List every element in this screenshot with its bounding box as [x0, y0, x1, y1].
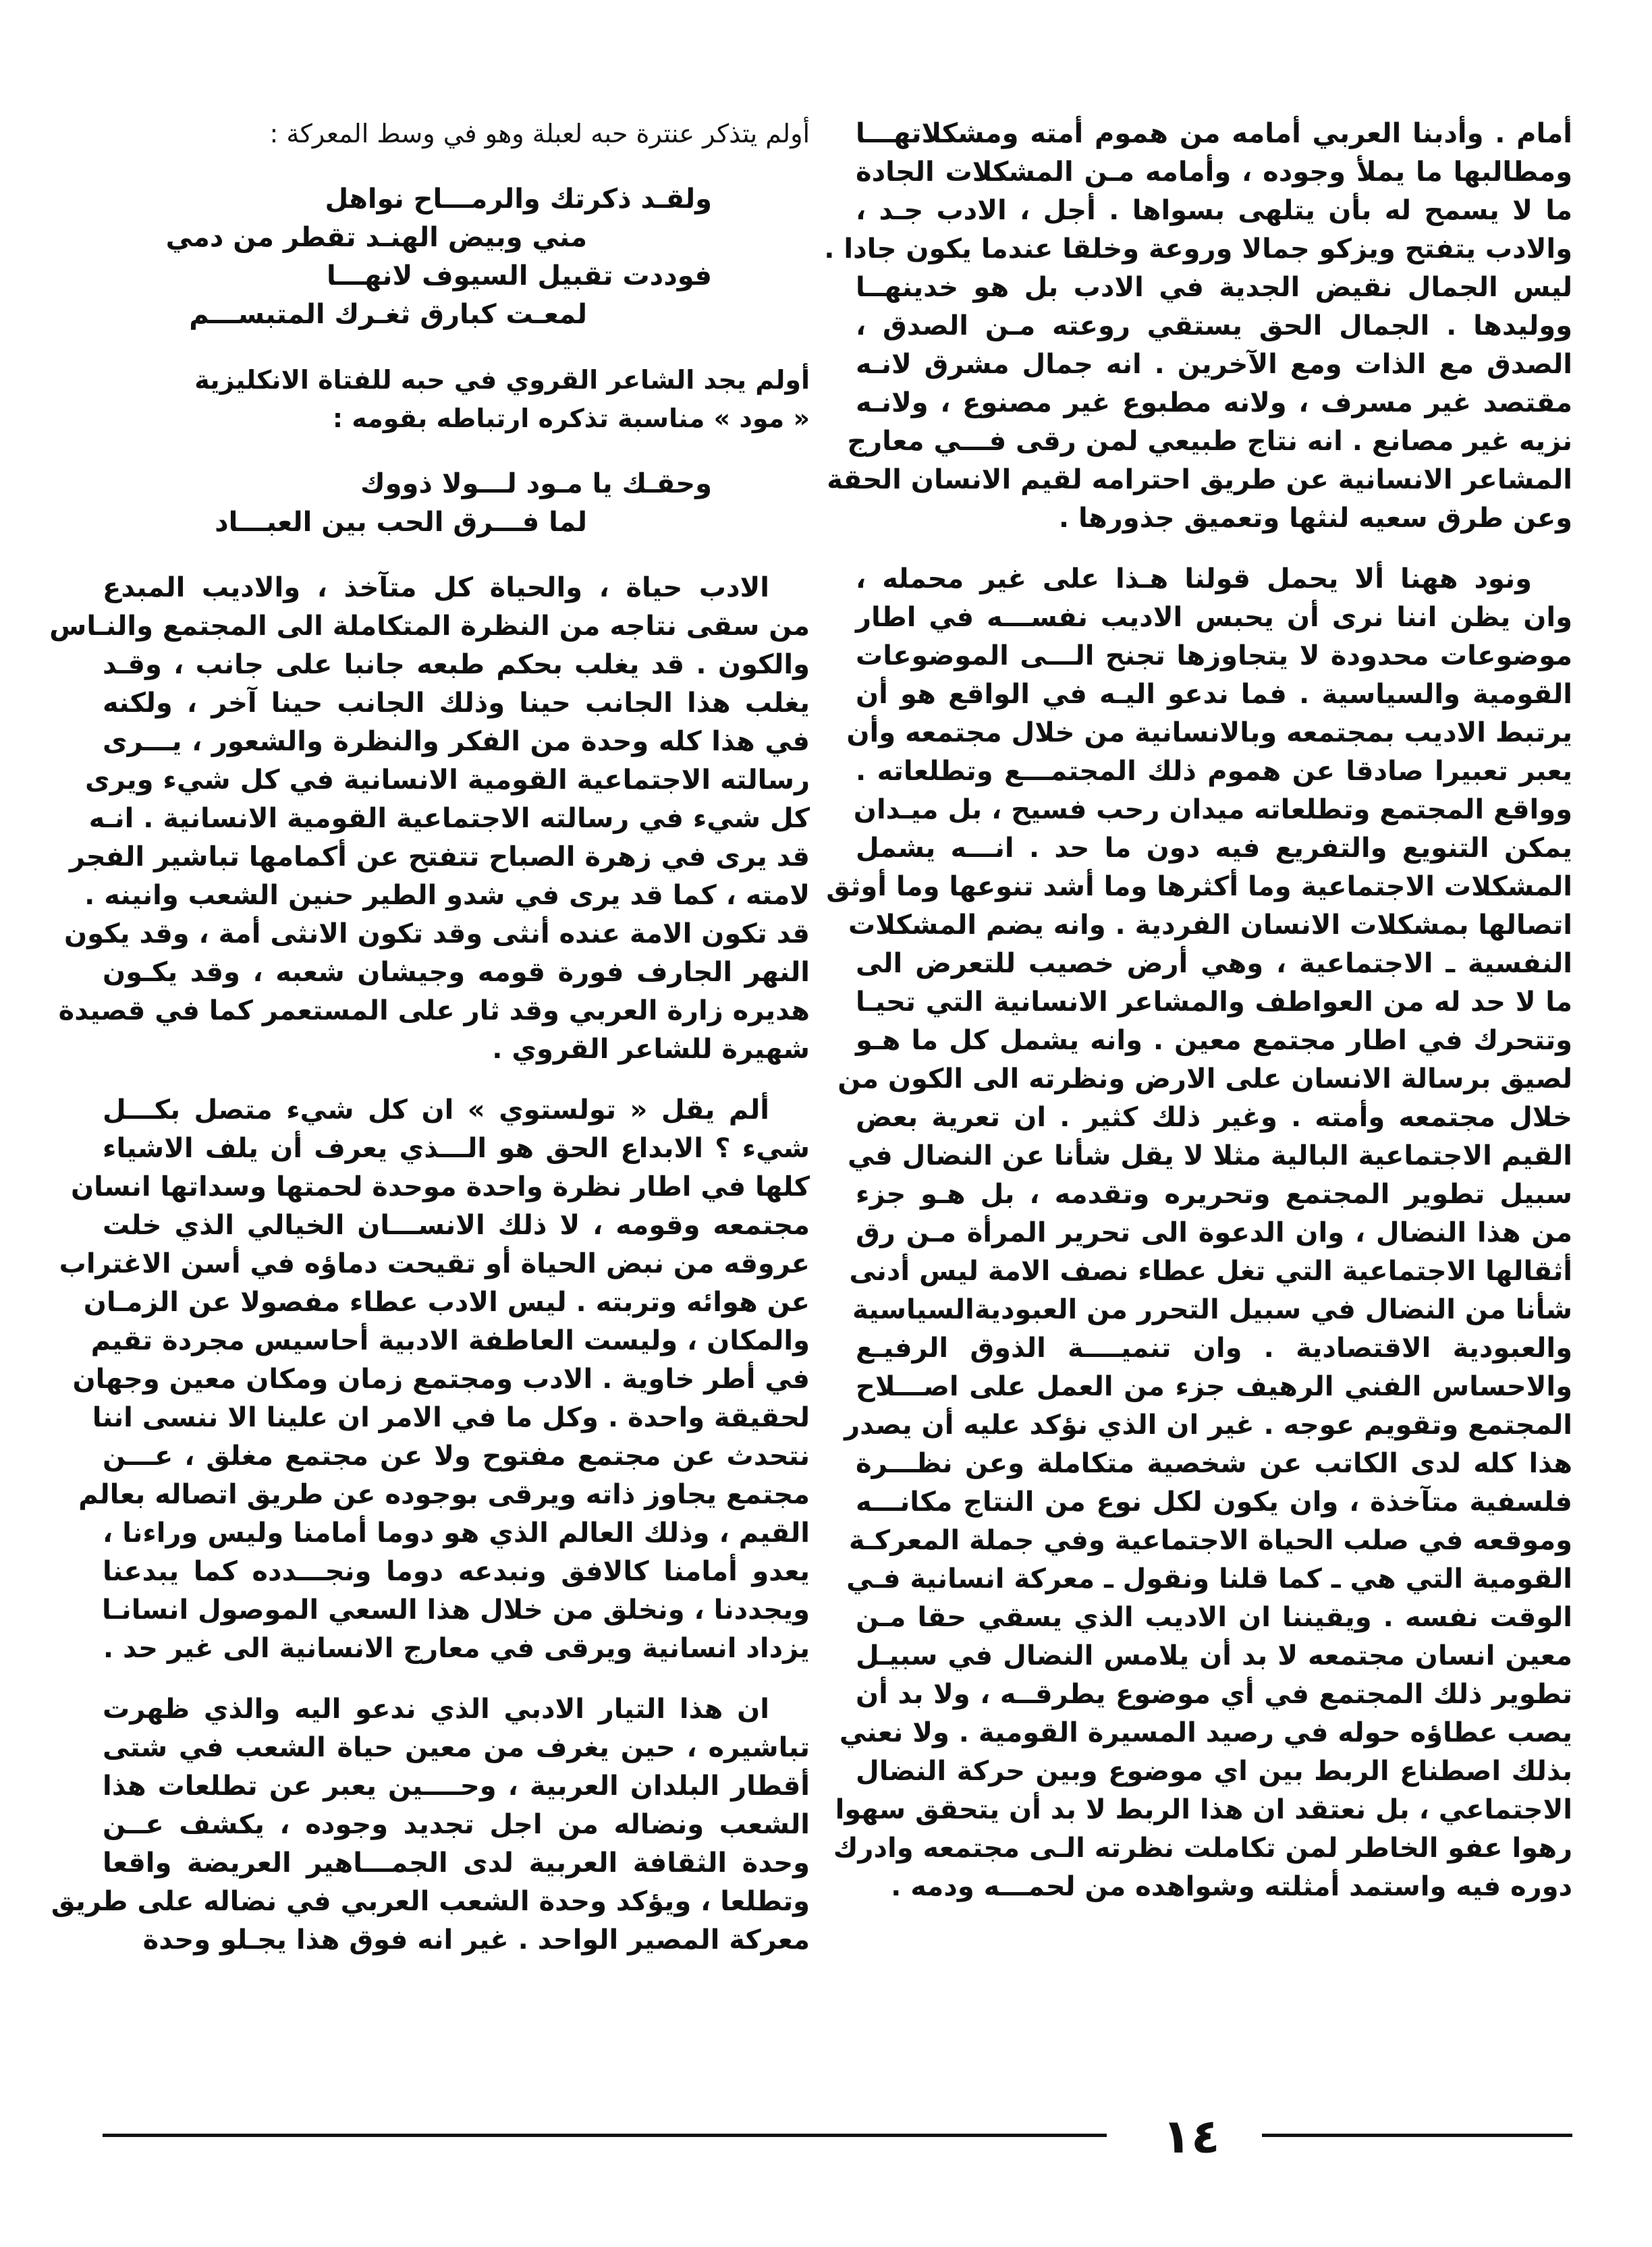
text-line: وواقع المجتمع وتطلعاته ميدان رحب فسيح ، بل ميـدان — [853, 794, 1572, 825]
text-line: في أطر خاوية . الادب ومجتمع زمان ومكان معين وجهان — [72, 1364, 810, 1395]
text-line: يزداد انسانية ويرقى في معارج الانسانية الى غير حد . — [103, 1633, 810, 1664]
text-line: القيم ، وذلك العالم الذي هو دوما أمامنا وليس وراءنا ، — [103, 1518, 810, 1549]
text-line: والكون . قد يغلب بحكم طبعه جانبا على جانب ، وقـد — [103, 649, 810, 680]
text-line: في هذا كله وحدة من الفكر والنظرة والشعور ، يـــرى — [103, 726, 810, 757]
text-line: رسالته الاجتماعية القومية الانسانية في كل شيء ويرى — [85, 765, 810, 796]
poem-intro — [103, 361, 810, 438]
text-line: يعدو أمامنا كالافق ونبدعه دوما ونجـــدده كما يبدعنا — [103, 1556, 810, 1587]
text-line: والمكان ، وليست العاطفة الادبية أحاسيس مجردة تقيم — [90, 1325, 810, 1356]
text-line: لحقيقة واحدة . وكل ما في الامر ان علينا الا ننسى اننا — [92, 1402, 810, 1433]
text-line: وحدة الثقافة العربية لدى الجمـــاهير العريضة واقعا — [103, 1848, 810, 1879]
text-line: الصدق مع الذات ومع الآخرين . انه جمال مشرق لانـه — [856, 349, 1572, 380]
text-line: يمكن التنويع والتفريع فيه دون ما حد . انـــه يشمل — [856, 833, 1572, 864]
text-line: والعبودية الاقتصادية . وان تنميــــة الذوق الرفيـع — [856, 1333, 1572, 1364]
text-line: ونود ههنا ألا يحمل قولنا هـذا على غير محمله ، — [856, 563, 1532, 594]
text-line: من هذا النضال ، وان الدعوة الى تحرير المرأة مـن رق — [856, 1217, 1572, 1248]
text-line: والاحساس الفني الرهيف جزء من العمل على اصـــلاح — [856, 1371, 1572, 1402]
text-line: قد يرى في زهرة الصباح تتفتح عن أكمامها تباشير الفجر — [69, 841, 810, 872]
text-line: يغلب هذا الجانب حينا وذلك الجانب حينا آخر ، ولكنه — [103, 688, 810, 719]
text-line: ما لا حد له من العواطف والمشاعر الانسانية التي تحيـا — [856, 987, 1572, 1018]
text-line: نزيه غير مصانع . انه نتاج طبيعي لمن رقى فـــي معارج — [847, 426, 1572, 457]
text-line: سبيل تطوير المجتمع وتحريره وتقدمه ، بل هـو جزء — [856, 1179, 1572, 1210]
text-line: القومية التي هي ـ كما قلنا ونقول ـ معركة انسانية فـي — [846, 1563, 1572, 1594]
text-line: وموقعه في صلب الحياة الاجتماعية وفي جملة المعركـة — [848, 1525, 1572, 1556]
text-line: تطوير ذلك المجتمع في أي موضوع يطرقــه ، ولا بد أن — [856, 1679, 1572, 1710]
text-line: خلال مجتمعه وأمته . وغير ذلك كثير . ان تعرية بعض — [856, 1102, 1572, 1133]
text-line: النهر الجارف فورة قومه وجيشان شعبه ، وقد يكـون — [103, 957, 810, 988]
text-line: ومطالبها ما يملأ وجوده ، وأمامه مـن المشكلات الجادة — [856, 157, 1572, 188]
text-line: القومية والسياسية . فما ندعو اليـه في الواقع هو أن — [856, 679, 1572, 710]
text-line: الاجتماعي ، بل نعتقد ان هذا الربط لا بد أن يتحقق سهوا — [835, 1794, 1572, 1825]
right-column — [824, 115, 1572, 1929]
left-column — [49, 115, 810, 1982]
text-line: وعن طرق سعيه لنثها وتعميق جذورها . — [1058, 503, 1572, 534]
text-line: وان يظن اننا نرى أن يحبس الاديب نفســـه في اطار — [856, 602, 1572, 633]
text-line: النفسية ـ الاجتماعية ، وهي أرض خصيب للتعرض الى — [856, 948, 1572, 979]
text-line: ألم يقل « تولستوي » ان كل شيء متصل بكـــل — [103, 1094, 769, 1126]
page-footer — [0, 2109, 1652, 2164]
footer-rule-left — [103, 2134, 1107, 2137]
text-line: شأنا من النضال في سبيل التحرر من العبوديةالسياسية — [852, 1294, 1572, 1325]
intro-line: أولم يجد الشاعر القروي في حبه للفتاة الانكليزية — [194, 365, 810, 395]
page-number: ١٤ — [1162, 2109, 1220, 2164]
paragraph — [59, 1091, 810, 1668]
text-line: وتتحرك في اطار مجتمع معين . وانه يشمل كل ما هـو — [856, 1025, 1572, 1056]
text-line: مجتمع يجاوز ذاته ويرقى بوجوده عن طريق اتصاله بعالم — [78, 1479, 810, 1510]
text-line: المشكلات الاجتماعية وما أكثرها وما أشد تنوعها وما أوثق — [826, 871, 1572, 902]
text-line: عروقه من نبض الحياة أو تقيحت دماؤه في أسن الاغتراب — [59, 1248, 810, 1279]
text-line: كل شيء في رسالته الاجتماعية القومية الانسانية . انـه — [88, 803, 810, 834]
text-line: الوقت نفسه . ويقيننا ان الاديب الذي يسقي حقا مـن — [856, 1602, 1572, 1633]
text-line: لصيق برسالة الانسان على الارض ونظرته الى الكون من — [837, 1063, 1572, 1094]
paragraph — [826, 560, 1572, 1906]
text-line: موضوعات محدودة لا يتجاوزها تجنح الـــى الموضوعات — [856, 640, 1572, 671]
poem-verse: لما فـــرق الحب بين العبـــاد — [215, 507, 587, 538]
text-line: يصب عطاؤه حوله في رصيد المسيرة القومية . ولا نعني — [839, 1717, 1572, 1748]
poem-qarawi — [103, 465, 810, 542]
text-line: الادب حياة ، والحياة كل متآخذ ، والاديب المبدع — [103, 572, 769, 603]
text-line: دوره فيه واستمد أمثلته وشواهده من لحمـــه ودمه . — [891, 1871, 1572, 1902]
text-line: قد تكون الامة عنده أنثى وقد تكون الانثى أمة ، وقد يكون — [64, 918, 810, 949]
poem-verse: وحقـك يا مـود لـــولا ذووك — [360, 468, 712, 499]
text-line: وتطلعا ، ويؤكد وحدة الشعب العربي في نضاله على طريق — [51, 1886, 810, 1917]
text-line: عن هوائه وتربته . ليس الادب عطاء مفصولا عن الزمـان — [83, 1287, 810, 1318]
text-line: نتحدث عن مجتمع مفتوح ولا عن مجتمع مغلق ، عـــن — [103, 1441, 810, 1472]
text-line: كلها في اطار نظرة واحدة موحدة لحمتها وسداتها انسان — [71, 1171, 810, 1202]
text-line: ويجددنا ، ونخلق من خلال هذا السعي الموصول انسانـا — [101, 1594, 810, 1626]
text-line: هديره زارة العربي وقد ثار على المستعمر كما في قصيدة — [58, 995, 810, 1026]
text-line: المشاعر الانسانية عن طريق احترامه لقيم الانسان الحقة — [827, 464, 1572, 495]
text-line: يعبر تعبيرا صادقا عن هموم ذلك المجتمـــع وتطلعاته . — [856, 756, 1572, 787]
poem-intro: أولم يتذكر عنترة حبه لعبلة وهو في وسط المعركة : — [269, 119, 810, 148]
poem-verse: لمعـت كبارق ثغـرك المتبســـم — [189, 299, 587, 330]
text-line: مقتصد غير مسرف ، ولانه مطبوع غير مصنوع ، ولانـه — [856, 387, 1572, 418]
poem-verse: مني وبيض الهنـد تقطر من دمي — [165, 222, 587, 253]
poem-antara — [103, 180, 810, 334]
text-line: رهوا عفو الخاطر لمن تكاملت نظرته الـى مجتمعه وادرك — [833, 1833, 1572, 1864]
text-line: ان هذا التيار الادبي الذي ندعو اليه والذي ظهرت — [103, 1694, 769, 1725]
text-line: ما لا يسمح له بأن يتلهى بسواها . أجل ، الادب جـد ، — [856, 195, 1572, 226]
text-line: أمام . وأدبنا العربي أمامه من هموم أمته ومشكلاتهـــا — [856, 118, 1572, 149]
text-line: مجتمعه وقومه ، لا ذلك الانســـان الخيالي الذي خلت — [103, 1210, 810, 1241]
text-line: من سقى نتاجه من النظرة المتكاملة الى المجتمع والنـاس — [49, 611, 810, 642]
text-line: القيم الاجتماعية البالية مثلا لا يقل شأنا عن النضال في — [848, 1140, 1572, 1171]
text-line: معركة المصير الواحد . غير انه فوق هذا يجـلو وحدة — [142, 1924, 810, 1955]
text-line: يرتبط الاديب بمجتمعه وبالانسانية من خلال مجتمعه وأن — [846, 717, 1572, 748]
text-line: فلسفية متآخذة ، وان يكون لكل نوع من النتاج مكانـــه — [856, 1487, 1572, 1518]
text-line: تباشيره ، حين يغرف من معين حياة الشعب في شتى — [103, 1732, 810, 1763]
text-line: شهيرة للشاعر القروي . — [492, 1034, 810, 1065]
poem-verse: ولقـد ذكرتك والرمـــاح نواهل — [325, 184, 712, 215]
footer-rule-right — [1262, 2134, 1572, 2137]
paragraph — [824, 115, 1572, 538]
text-line: ووليدها . الجمال الحق يستقي روعته مـن الصدق ، — [856, 310, 1572, 341]
text-line: المجتمع وتقويم عوجه . غير ان الذي نؤكد عليه أن يصدر — [844, 1410, 1572, 1441]
text-line: أثقالها الاجتماعية التي تغل عطاء نصف الامة ليس أدنى — [849, 1256, 1572, 1287]
text-line: والادب يتفتح ويزكو جمالا وروعة وخلقا عندما يكون جادا . — [824, 233, 1572, 265]
text-line: بذلك اصطناع الربط بين اي موضوع وبين حركة النضال — [856, 1756, 1572, 1787]
text-line: شيء ؟ الابداع الحق هو الـــذي يعرف أن يلف الاشياء — [103, 1133, 810, 1164]
text-line: أقطار البلدان العربية ، وحــــين يعبر عن تطلعات هذا — [103, 1771, 810, 1802]
text-line: الشعب ونضاله من اجل تجديد وجوده ، يكشف عــن — [103, 1809, 810, 1840]
intro-line: « مود » مناسبة تذكره ارتباطه بقومه : — [332, 404, 810, 433]
paragraph — [51, 1690, 810, 1960]
text-line: معين انسان مجتمعه لا بد أن يلامس النضال في سبيـل — [856, 1640, 1572, 1671]
text-line: ليس الجمال نقيض الجدية في الادب بل هو خدينهــا — [856, 272, 1572, 303]
text-line: هذا كله لدى الكاتب عن شخصية متكاملة وعن نظـــرة — [856, 1448, 1572, 1479]
text-line: اتصالها بمشكلات الانسان الفردية . وانه يضم المشكلات — [848, 910, 1572, 941]
paragraph — [49, 569, 810, 1069]
text-line: لامته ، كما قد يرى في شدو الطير حنين الشعب وانينه . — [84, 880, 810, 911]
poem-verse: فوددت تقبيل السيوف لانهـــا — [326, 260, 712, 292]
